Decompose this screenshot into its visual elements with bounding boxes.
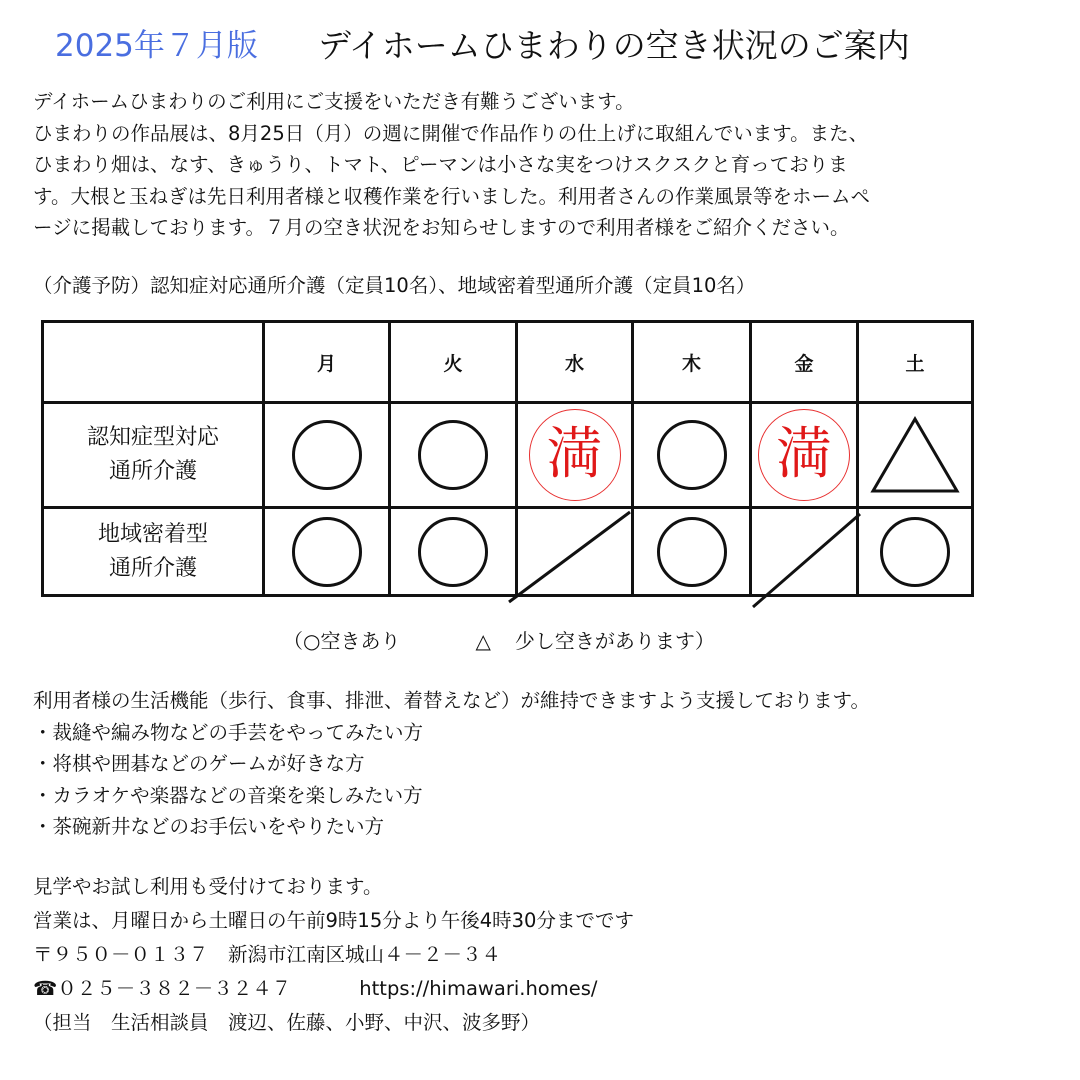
availability-cell xyxy=(633,403,751,508)
availability-cell xyxy=(751,403,858,508)
support-item: ・茶碗新井などのお手伝いをやりたい方 xyxy=(33,815,385,838)
available-circle-mark xyxy=(880,517,950,587)
legend-few-seats: 少し空きがあります） xyxy=(514,629,715,653)
available-circle-mark xyxy=(657,420,727,490)
availability-cell xyxy=(517,403,633,508)
phone-number: ☎０２５－３８２－３２４７ xyxy=(33,977,292,1000)
intro-line: ージに掲載しております。７月の空き状況をお知らせしますので利用者様をご紹介ください。 xyxy=(33,216,850,239)
page-title: デイホームひまわりの空き状況のご案内 xyxy=(318,26,910,65)
postal-address: 〒９５０－０１３７ 新潟市江南区城山４－２－３４ xyxy=(33,943,502,966)
table-corner-cell xyxy=(43,322,264,403)
support-lead: 利用者様の生活機能（歩行、食事、排泄、着替えなど）が維持できますよう支援しております。 xyxy=(33,689,870,712)
day-header-wed: 水 xyxy=(517,322,633,403)
availability-table xyxy=(41,320,974,597)
intro-line: す。大根と玉ねぎは先日利用者様と収穫作業を行いました。利用者さんの作業風景等をホームペ xyxy=(33,184,870,208)
legend-open: （○空きあり xyxy=(283,629,401,653)
table-header-row xyxy=(43,322,973,403)
full-stamp-mark: 満 xyxy=(758,409,850,501)
row-label-line: 通所介護 xyxy=(108,555,197,581)
intro-line: ひまわりの作品展は、8月25日（月）の週に開催で作品作りの仕上げに取組んでいます。また、 xyxy=(33,121,869,145)
availability-cell xyxy=(517,508,633,596)
row-label-line: 認知症型対応 xyxy=(86,425,219,450)
day-header-fri: 金 xyxy=(751,322,858,403)
full-stamp-mark: 満 xyxy=(529,409,621,501)
availability-cell xyxy=(633,508,751,596)
few-seats-triangle-mark xyxy=(869,415,961,495)
intro-line: デイホームひまわりのご利用にご支援をいただき有難うございます。 xyxy=(33,90,635,113)
availability-cell xyxy=(390,508,517,596)
intro-paragraph xyxy=(33,86,1043,244)
support-item: ・将棋や囲碁などのゲームが好きな方 xyxy=(33,752,365,775)
availability-cell xyxy=(264,403,390,508)
legend-triangle-symbol: △ xyxy=(475,629,491,653)
availability-cell xyxy=(390,403,517,508)
legend xyxy=(283,625,715,654)
table-row-dementia-care xyxy=(43,403,973,508)
day-header-tue: 火 xyxy=(390,322,517,403)
availability-cell xyxy=(858,403,973,508)
row-label-dementia-care xyxy=(43,403,264,508)
phone-and-url-line xyxy=(33,972,634,1006)
available-circle-mark xyxy=(418,420,488,490)
day-header-mon: 月 xyxy=(264,322,390,403)
website-link[interactable]: https://himawari.homes/ xyxy=(359,977,598,1000)
availability-cell xyxy=(264,508,390,596)
row-label-line: 地域密着型 xyxy=(97,521,208,547)
staff-contacts: （担当 生活相談員 渡辺、佐藤、小野、中沢、波多野） xyxy=(33,1011,541,1034)
day-header-sat: 土 xyxy=(858,322,973,403)
row-label-line: 通所介護 xyxy=(108,459,197,484)
available-circle-mark xyxy=(418,517,488,587)
row-label-community-care xyxy=(43,508,264,596)
availability-cell xyxy=(751,508,858,596)
support-section xyxy=(33,685,870,843)
availability-cell xyxy=(858,508,973,596)
day-header-thu: 木 xyxy=(633,322,751,403)
intro-line: ひまわり畑は、なす、きゅうり、トマト、ピーマンは小さな実をつけスクスクと育っておりま xyxy=(33,153,848,176)
services-capacity-line: （介護予防）認知症対応通所介護（定員10名）、地域密着型通所介護（定員10名） xyxy=(33,274,756,297)
available-circle-mark xyxy=(657,517,727,587)
available-circle-mark xyxy=(292,517,362,587)
available-circle-mark xyxy=(292,420,362,490)
table-row-community-care xyxy=(43,508,973,596)
business-hours: 営業は、月曜日から土曜日の午前9時15分より午後4時30分までです xyxy=(33,909,634,932)
support-item: ・カラオケや楽器などの音楽を楽しみたい方 xyxy=(33,783,423,807)
edition-label: 2025年７月版 xyxy=(55,28,258,64)
support-item: ・裁縫や編み物などの手芸をやってみたい方 xyxy=(33,720,424,744)
visit-note: 見学やお試し利用も受付けております。 xyxy=(33,875,383,898)
contact-section xyxy=(33,870,634,1040)
